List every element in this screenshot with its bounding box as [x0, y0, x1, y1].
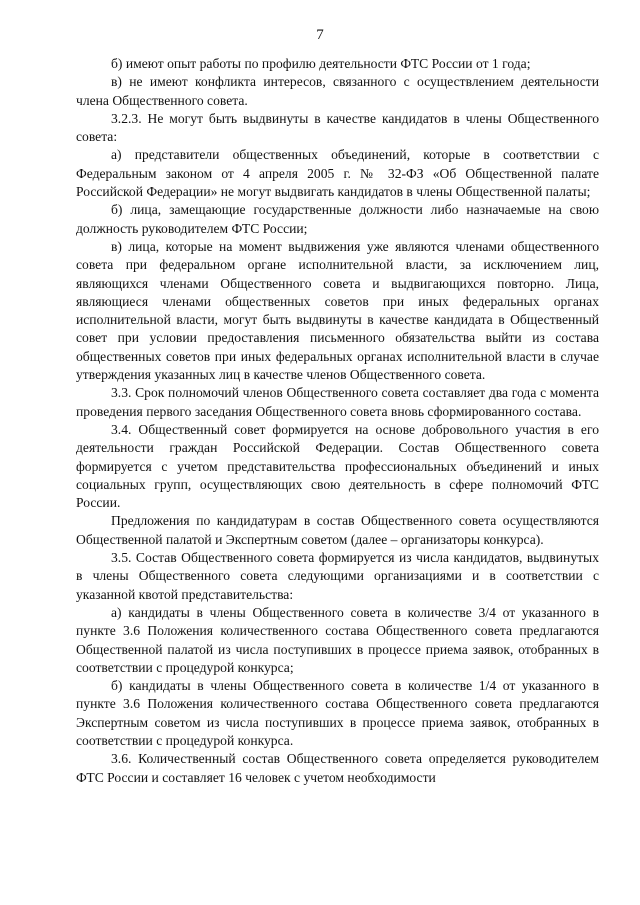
paragraph-3-5-b: б) кандидаты в члены Общественного совета в количестве 1/4 от указанного в пункте 3.6 Положения количественного состава Общественного совета предлагаются Экспертным советом из числа поступивших в процессе приема заявок, отобранных в соответствии с процедурой конкурса.: [76, 678, 599, 748]
body-text: [76, 55, 599, 787]
page-number: 7: [316, 27, 324, 43]
paragraph-3-3: 3.3. Срок полномочий членов Общественного совета составляет два года с момента проведения первого заседания Общественного совета вновь сформированного состава.: [76, 385, 599, 419]
paragraph-3-2-3: 3.2.3. Не могут быть выдвинуты в качестве кандидатов в члены Общественного совета:: [76, 110, 599, 145]
paragraph-1v-no-conflict: в) не имеют конфликта интересов, связанного с осуществлением деятельности члена Общественного совета.: [76, 74, 599, 108]
paragraph-3-6: 3.6. Количественный состав Общественного совета определяется руководителем ФТС России и составляет 16 человек с учетом необходимости: [76, 751, 599, 785]
paragraph-3-4-proposals: Предложения по кандидатурам в состав Общественного совета осуществляются Общественной палатой и Экспертным советом (далее – организаторы конкурса).: [76, 513, 599, 547]
paragraph-3-2-3-v: в) лица, которые на момент выдвижения уже являются членами общественного совета при федеральном органе исполнительной власти, за исключением лиц, являющихся членами Общественного совета и выдвигающихся повторно. Лица, являющиеся членами общественных советов при иных федеральных органах исполнительной власти, могут быть выдвинуты в качестве кандидата в Общественный совет при условии предоставления письменного обязательства выйти из состава общественных советов при иных федеральных органах исполнительной власти в случае утверждения указанных лиц в качестве членов Общественного совета.: [76, 238, 599, 383]
paragraph-3-4: 3.4. Общественный совет формируется на основе добровольного участия в его деятельности граждан Российской Федерации. Состав Общественного совета формируется с учетом представительства профессиональных объединений и иных социальных групп, осуществляющих свою деятельность в сфере полномочий ФТС России.: [76, 421, 599, 511]
paragraph-3-5-a: а) кандидаты в члены Общественного совета в количестве 3/4 от указанного в пункте 3.6 Положения количественного состава Общественного совета предлагаются Общественной палатой из числа поступивших в процессе приема заявок, отобранных в соответствии с процедурой конкурса;: [76, 604, 599, 675]
paragraph-1b-experience: б) имеют опыт работы по профилю деятельности ФТС России от 1 года;: [111, 56, 531, 71]
paragraph-3-5: 3.5. Состав Общественного совета формируется из числа кандидатов, выдвинутых в члены Общественного совета следующими организациями и в соответствии с указанной квотой представительства:: [76, 550, 599, 602]
paragraph-3-2-3-b: б) лица, замещающие государственные должности либо назначаемые на свою должность руководителем ФТС России;: [76, 202, 599, 236]
paragraph-3-2-3-a: а) представители общественных объединений, которые в соответствии с Федеральным законом от 4 апреля 2005 г. № 32-ФЗ «Об Общественной палате Российской Федерации» не могут выдвигать кандидатов в члены Общественной палаты;: [76, 147, 599, 200]
